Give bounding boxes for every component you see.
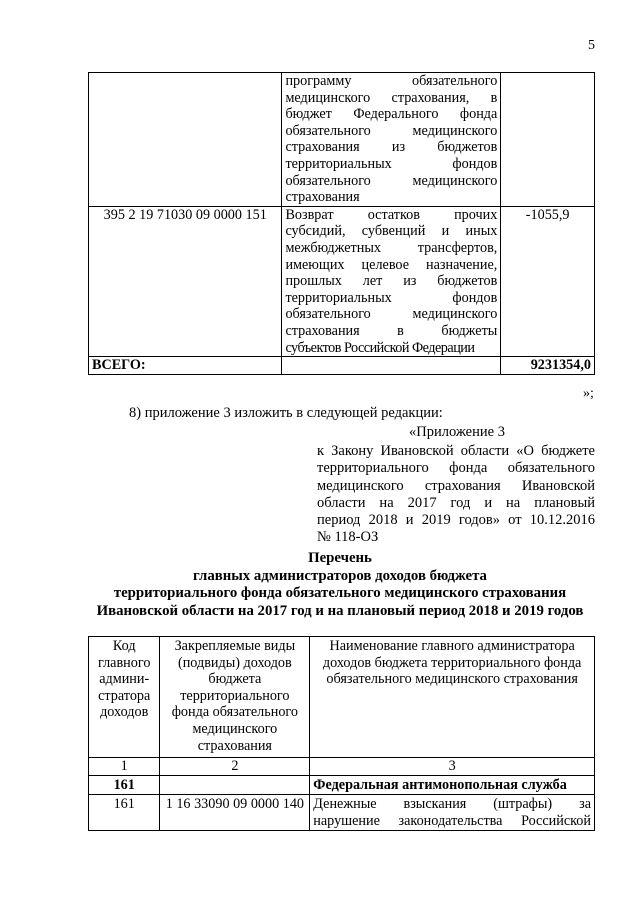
total-label: ВСЕГО: — [89, 357, 282, 375]
total-value: 9231354,0 — [501, 357, 595, 375]
table-header-row — [89, 637, 595, 758]
annex-reference — [317, 443, 595, 547]
revenue-name-cell — [282, 73, 501, 207]
text-line: Денежные взыскания (штрафы) за — [313, 796, 591, 813]
annex-title: «Приложение 3 — [409, 424, 505, 440]
text-line: Возврат остатков прочих — [285, 206, 498, 223]
revenue-name — [310, 795, 595, 831]
list-heading — [75, 550, 605, 620]
text-line: субъектов Российской Федерации — [285, 339, 475, 356]
text-line: программу обязательного — [285, 73, 498, 89]
revenue-code-cell: 395 2 19 71030 09 0000 151 — [89, 206, 282, 356]
text-line: нарушение законодательства Российской — [313, 812, 591, 829]
administrator-name: Федеральная антимонопольная служба — [310, 775, 595, 795]
total-row — [89, 357, 595, 375]
revenue-amount-cell: -1055,9 — [501, 206, 595, 356]
text-line: страхования в бюджеты — [285, 322, 498, 339]
text-line: страхования из бюджетов — [285, 139, 498, 156]
heading-line: главных администраторов доходов бюджета — [193, 567, 487, 584]
table-row — [89, 206, 595, 356]
revenue-kind — [160, 775, 310, 795]
table-row — [89, 775, 595, 795]
text-line: бюджет Федерального фонда — [285, 106, 498, 123]
text-line: период 2018 и 2019 годов» от 10.12.2016 — [317, 512, 595, 529]
closing-quote-mark: »; — [583, 386, 594, 401]
column-number: 1 — [89, 758, 160, 776]
text-line: обязательного медицинского — [285, 172, 498, 189]
column-header: Закрепляемые виды (подвиды) доходов бюджета территориального фонда обязательного медицинского страхования — [160, 637, 310, 758]
column-number-row — [89, 758, 595, 776]
text-line: межбюджетных трансфертов, — [285, 239, 498, 256]
revenue-name-cell — [282, 206, 501, 356]
text-line: страхования — [285, 189, 360, 206]
revenue-kind: 1 16 33090 09 0000 140 — [160, 795, 310, 831]
text-line: медицинского страхования, в — [285, 89, 498, 106]
heading-line: Ивановской области на 2017 год и на плановый период 2018 и 2019 годов — [96, 602, 584, 619]
administrator-code: 161 — [89, 795, 160, 831]
text-line: обязательного медицинского — [285, 122, 498, 139]
table-row — [89, 73, 595, 207]
text-line: области на 2017 год и на плановый — [317, 494, 595, 511]
text-line: медицинского страхования Ивановской — [317, 477, 595, 494]
text-line: территориального фонда обязательного — [317, 460, 595, 477]
revenue-code-cell — [89, 73, 282, 207]
heading-line: территориального фонда обязательного медицинского страхования — [113, 585, 567, 602]
text-line: имеющих целевое назначение, — [285, 256, 498, 273]
column-number: 2 — [160, 758, 310, 776]
column-number: 3 — [310, 758, 595, 776]
column-header: Наименование главного администратора доходов бюджета территориального фонда обязательного медицинского страхования — [310, 637, 595, 758]
revenue-amount-cell — [501, 73, 595, 207]
administrators-table — [88, 636, 595, 831]
text-line: территориальных фондов — [285, 289, 498, 306]
text-line: обязательного медицинского — [285, 306, 498, 323]
heading-line: Перечень — [308, 550, 372, 566]
empty-cell — [282, 357, 501, 375]
administrator-code: 161 — [89, 775, 160, 795]
column-header: Код главного админи-стратора доходов — [89, 637, 160, 758]
table-row — [89, 795, 595, 831]
page-number: 5 — [588, 38, 595, 53]
text-line: № 118-ОЗ — [317, 529, 379, 546]
text-line: прошлых лет из бюджетов — [285, 273, 498, 290]
revenue-table-continuation — [88, 72, 595, 375]
text-line: к Закону Ивановской области «О бюджете — [317, 443, 595, 459]
amendment-item-8: 8) приложение 3 изложить в следующей редакции: — [129, 405, 443, 421]
text-line: субсидий, субвенций и иных — [285, 223, 498, 240]
text-line: территориальных фондов — [285, 155, 498, 172]
